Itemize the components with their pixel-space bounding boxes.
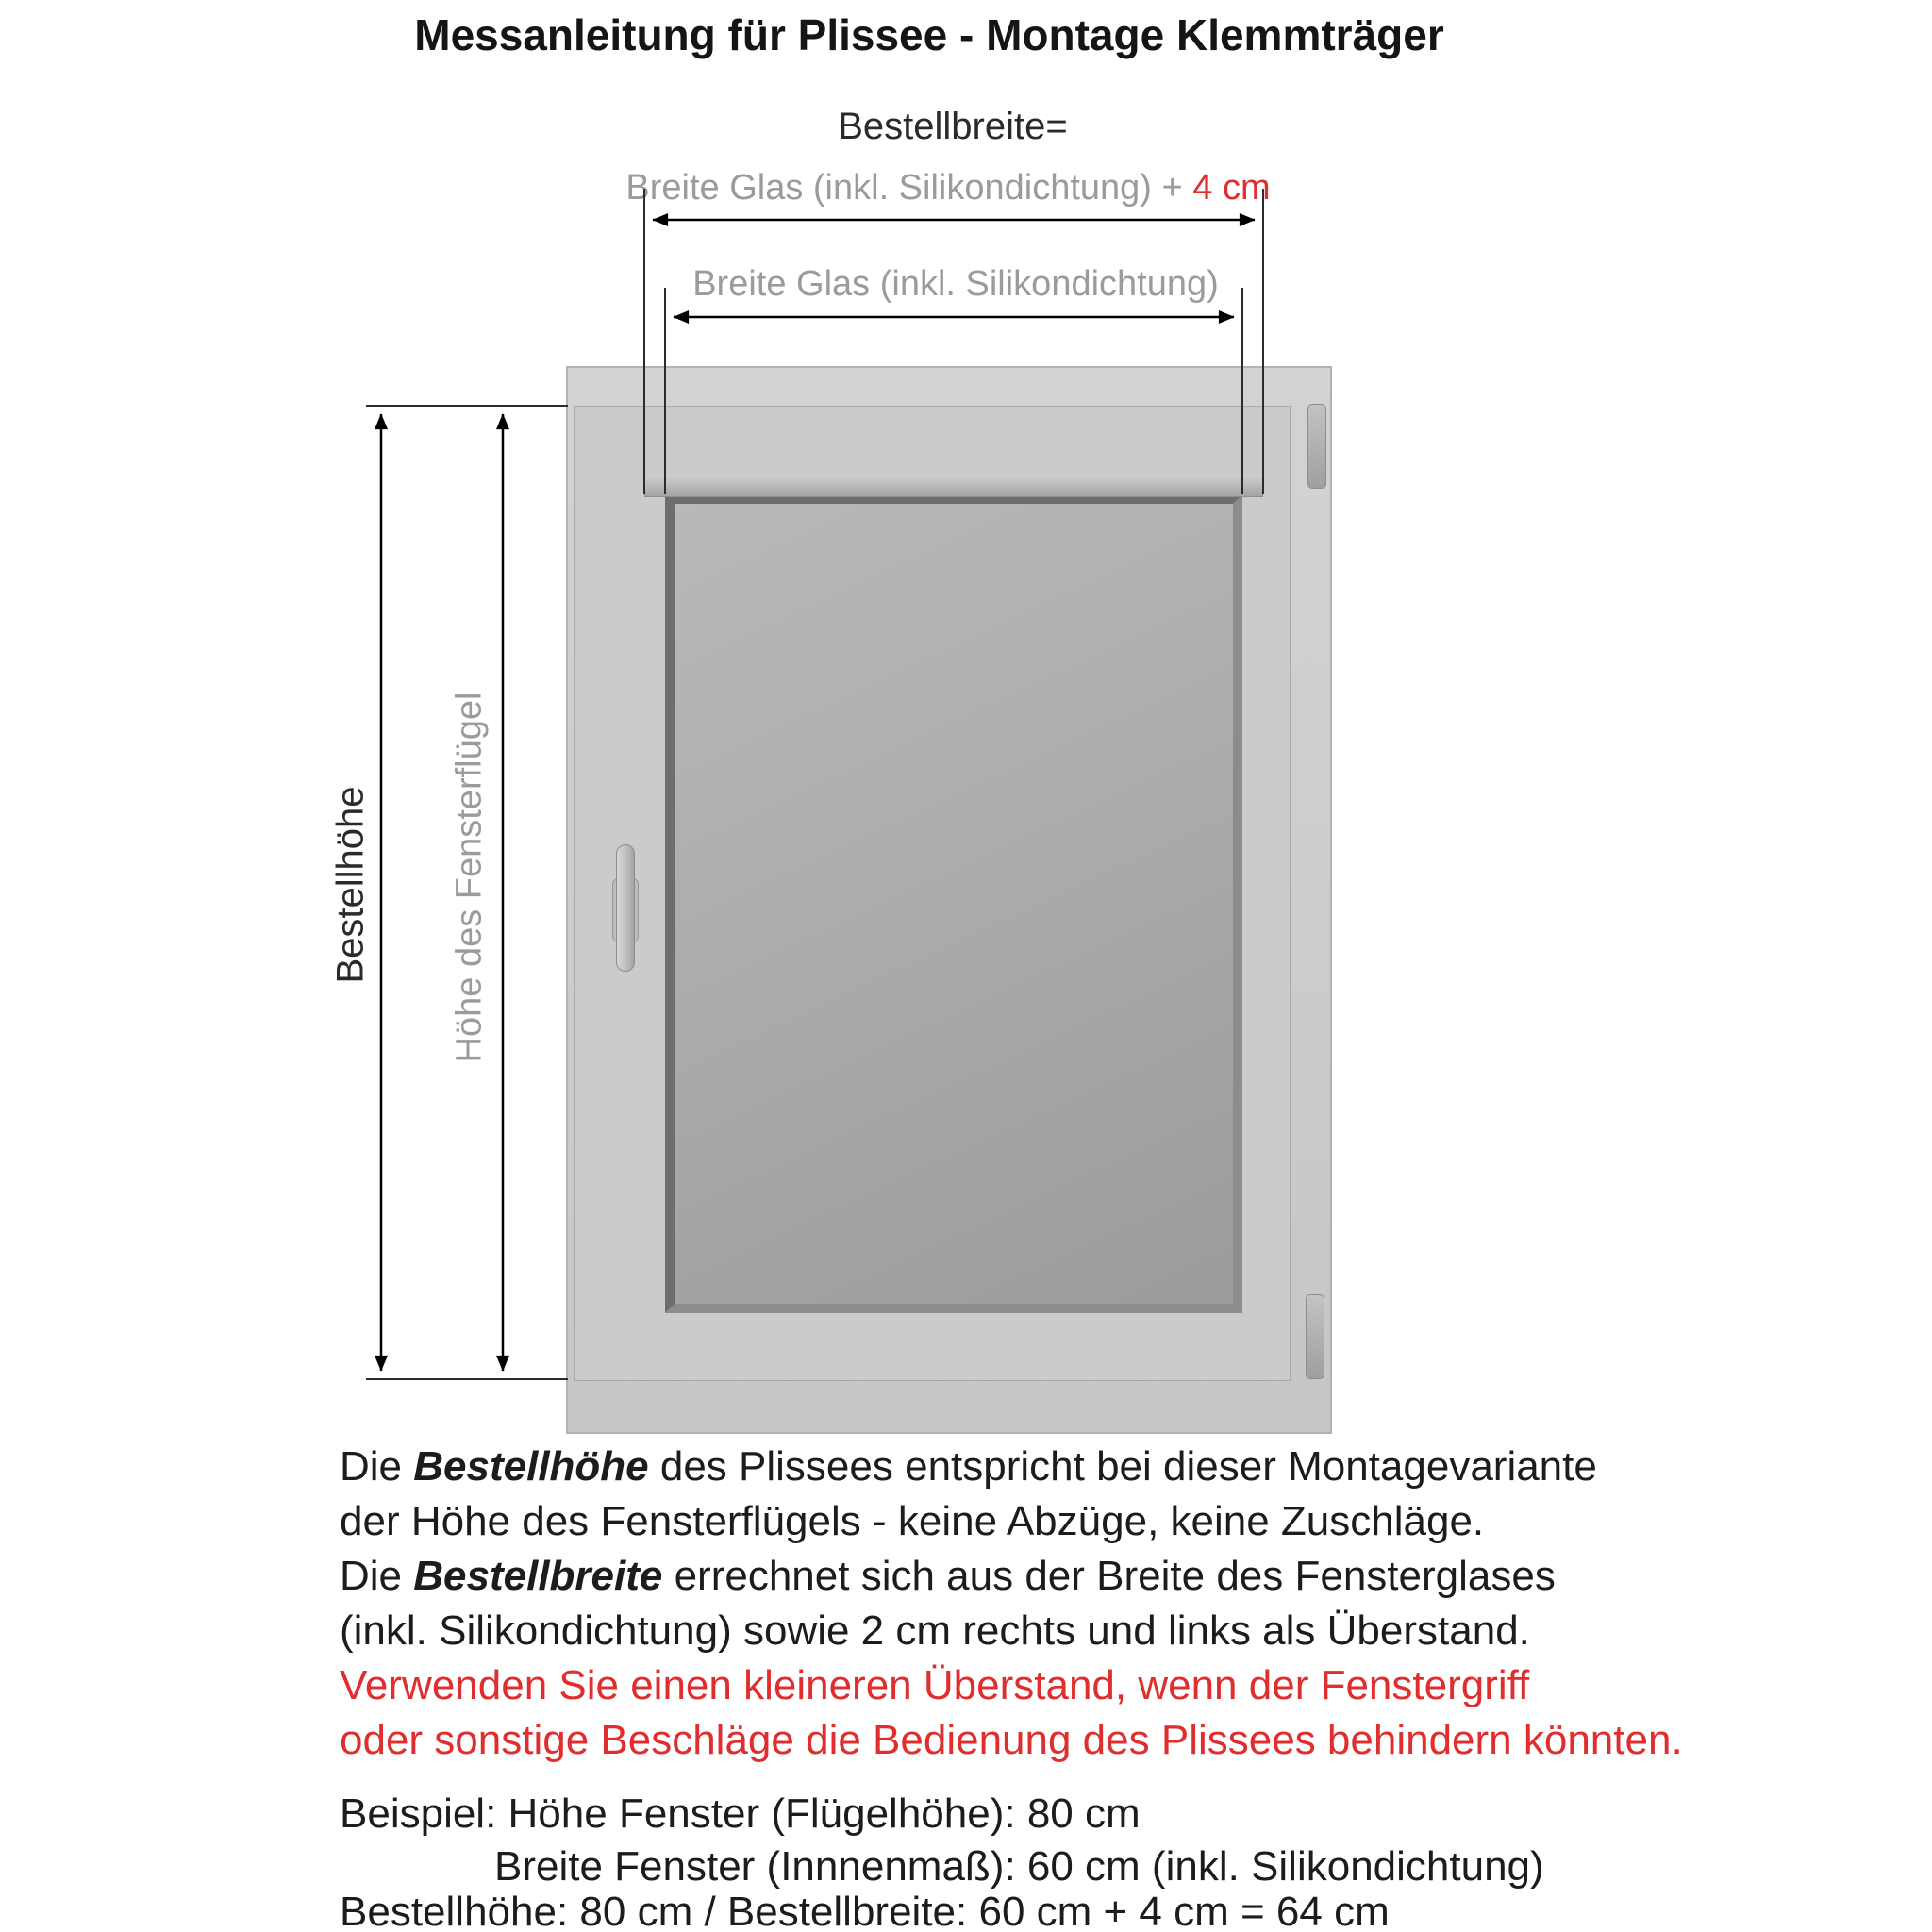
description-line-6-warning: oder sonstige Beschläge die Bedienung des Plissees behindern könnten. xyxy=(340,1717,1683,1763)
example-line-2: Breite Fenster (Innnenmaß): 60 cm (inkl. Silikondichtung) xyxy=(494,1843,1544,1890)
order-width-label: Bestellbreite= xyxy=(838,106,1068,147)
example-line-1: Beispiel: Höhe Fenster (Flügelhöhe): 80 cm xyxy=(340,1790,1141,1837)
order-height-label: Bestellhöhe xyxy=(329,786,372,984)
sash-height-label: Höhe des Fensterflügel xyxy=(449,691,490,1063)
example-line-3: Bestellhöhe: 80 cm / Bestellbreite: 60 cm + 4 cm = 64 cm xyxy=(340,1889,1390,1932)
description-line-1-suffix: des Plissees entspricht bei dieser Montagevariante xyxy=(648,1443,1597,1490)
description-line-3 xyxy=(340,1553,1556,1600)
description-line-4: (inkl. Silikondichtung) sowie 2 cm rechts und links als Überstand. xyxy=(340,1607,1530,1654)
description-line-3-suffix: errechnet sich aus der Breite des Fensterglases xyxy=(662,1553,1556,1599)
description-line-5-warning: Verwenden Sie einen kleineren Überstand, wenn der Fenstergriff xyxy=(340,1662,1530,1708)
page-title: Messanleitung für Plissee - Montage Klemmträger xyxy=(414,10,1444,59)
glass-width-plus-prefix: Breite Glas (inkl. Silikondichtung) + xyxy=(625,168,1193,208)
description-line-1-prefix: Die xyxy=(340,1443,414,1490)
description-line-1-emphasis: Bestellhöhe xyxy=(413,1443,649,1490)
description-line-2: der Höhe des Fensterflügels - keine Abzüge, keine Zuschläge. xyxy=(340,1498,1485,1544)
dimension-arrows xyxy=(381,220,1255,1371)
description-line-3-emphasis: Bestellbreite xyxy=(413,1553,663,1599)
extension-lines xyxy=(366,189,1263,1379)
glass-width-label: Breite Glas (inkl. Silikondichtung) xyxy=(692,264,1219,304)
description-line-3-prefix: Die xyxy=(340,1553,414,1599)
glass-width-plus-value: 4 cm xyxy=(1192,168,1271,208)
description-line-1 xyxy=(340,1443,1597,1491)
